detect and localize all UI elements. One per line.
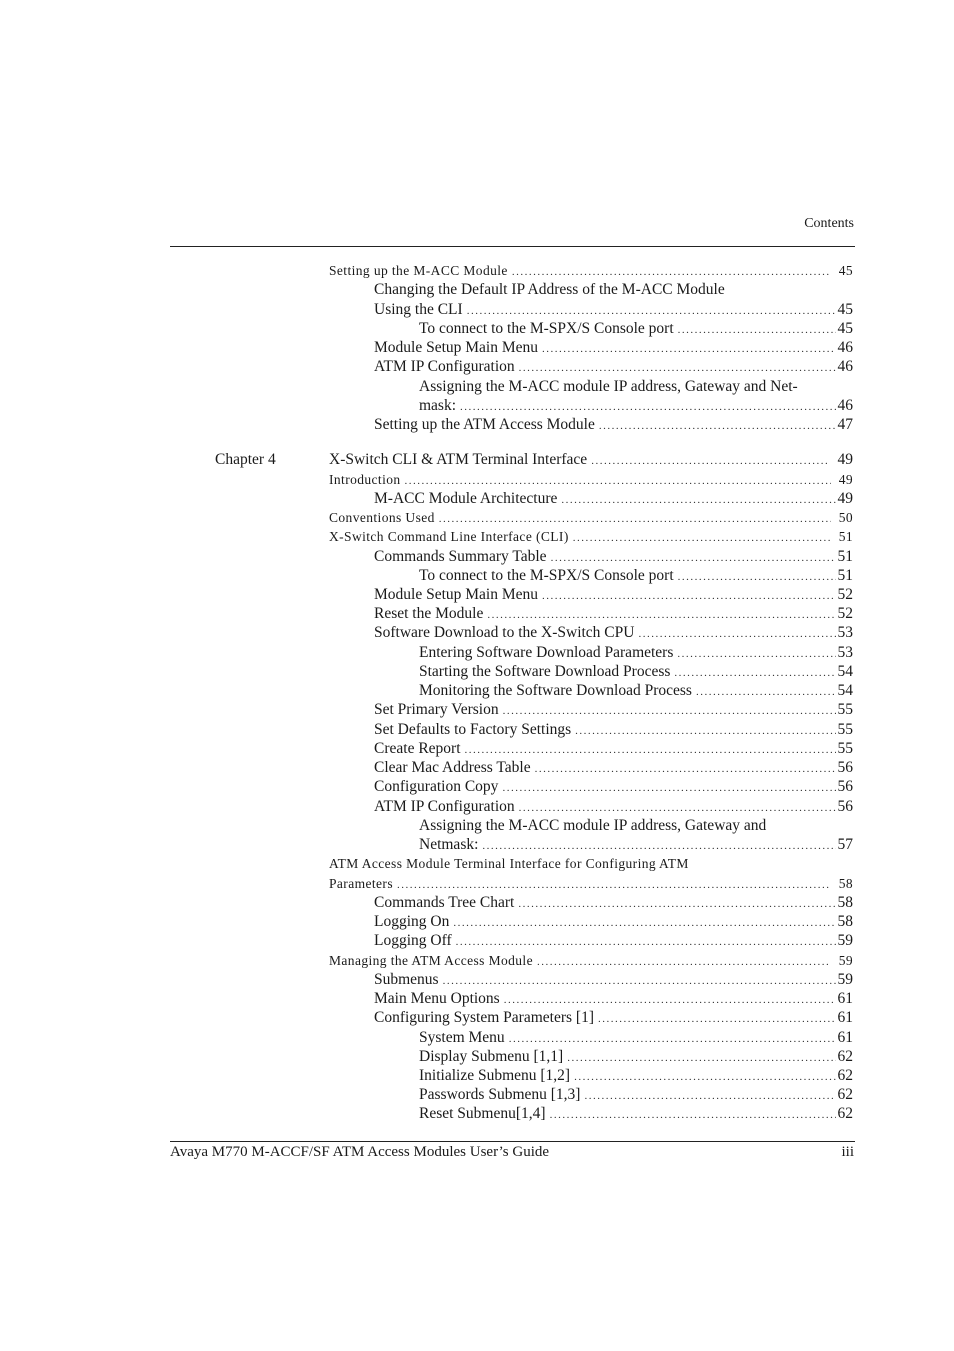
header-rule — [170, 246, 855, 247]
toc-entry-title: ATM IP Configuration — [374, 358, 515, 375]
toc-entry-page: 45 — [837, 320, 853, 337]
toc-entry[interactable] — [329, 527, 853, 546]
toc-entry-page: 54 — [837, 682, 853, 699]
page-number: iii — [841, 1144, 854, 1160]
dot-leader — [550, 1106, 836, 1125]
toc-entry-title: Set Primary Version — [374, 701, 499, 718]
toc-entry-title: Create Report — [374, 740, 461, 757]
toc-entry-title: Submenus — [374, 971, 439, 988]
dot-leader — [503, 702, 836, 721]
toc-entry[interactable] — [374, 777, 853, 796]
toc-entry-page: 58 — [837, 894, 853, 911]
toc-entry-title: Changing the Default IP Address of the M-ACC Module — [374, 281, 725, 298]
toc-entry-title: ATM Access Module Terminal Interface for Configuring ATM — [329, 856, 689, 871]
toc-entry[interactable] — [419, 566, 853, 585]
toc-entry-page: 55 — [837, 721, 853, 738]
toc-entry-title: Using the CLI — [374, 301, 463, 318]
toc-entry-title: Setting up the M-ACC Module — [329, 263, 508, 278]
toc-entry-page: 54 — [837, 663, 853, 680]
toc-entry-page: 45 — [837, 301, 853, 318]
toc-entry-page: 51 — [838, 529, 853, 544]
toc-entry-title: Main Menu Options — [374, 990, 500, 1007]
dot-leader — [598, 1010, 836, 1029]
toc-entry-title: Entering Software Download Parameters — [419, 644, 674, 661]
toc-entry-title: System Menu — [419, 1029, 505, 1046]
toc-entry[interactable] — [419, 1085, 853, 1104]
toc-entry[interactable] — [374, 970, 853, 989]
toc-entry-page: 55 — [837, 701, 853, 718]
dot-leader — [638, 625, 835, 644]
toc-entry-page: 58 — [837, 913, 853, 930]
toc-entry[interactable] — [374, 604, 853, 623]
toc-entry[interactable] — [374, 912, 853, 931]
toc-entry-title: Commands Tree Chart — [374, 894, 515, 911]
toc-entry[interactable] — [374, 700, 853, 719]
toc-entry[interactable] — [329, 854, 853, 873]
toc-entry-page: 51 — [837, 548, 853, 565]
toc-entry[interactable] — [374, 893, 853, 912]
toc-entry[interactable] — [374, 623, 853, 642]
toc-entry-page: 47 — [837, 416, 853, 433]
toc-entry-title: Commands Summary Table — [374, 548, 547, 565]
toc-entry-title: Netmask: — [419, 836, 479, 853]
toc-entry-page: 51 — [837, 567, 853, 584]
toc-entry-page: 59 — [837, 971, 853, 988]
toc-entry-page: 50 — [838, 510, 853, 525]
toc-entry-page: 56 — [837, 778, 853, 795]
toc-entry-title: Reset the Module — [374, 605, 484, 622]
toc-entry[interactable] — [419, 662, 853, 681]
toc-entry-title: Display Submenu [1,1] — [419, 1048, 564, 1065]
toc-entry[interactable] — [374, 739, 853, 758]
toc-chapter-entry[interactable] — [329, 450, 853, 469]
toc-entry[interactable] — [329, 874, 853, 893]
toc-entry[interactable] — [419, 1104, 853, 1123]
toc-entry-page: 46 — [837, 358, 853, 375]
toc-entry[interactable] — [419, 1047, 853, 1066]
toc-entry-title: mask: — [419, 397, 457, 414]
chapter-label: Chapter 4 — [215, 451, 276, 468]
toc-entry[interactable] — [419, 377, 853, 396]
toc-entry-title: Configuring System Parameters [1] — [374, 1009, 594, 1026]
running-header: Contents — [804, 216, 854, 231]
toc-entry-page: 59 — [838, 953, 853, 968]
toc-entry[interactable] — [374, 300, 853, 319]
toc-entry-page: 46 — [837, 397, 853, 414]
toc-entry-title: Module Setup Main Menu — [374, 586, 539, 603]
toc-entry[interactable] — [329, 951, 853, 970]
toc-entry-title: Assigning the M-ACC module IP address, Gateway and — [419, 817, 767, 834]
toc-entry-page: 57 — [837, 836, 853, 853]
toc-entry-title: Introduction — [329, 472, 401, 487]
toc-entry[interactable] — [329, 261, 853, 280]
toc-entry[interactable] — [374, 489, 853, 508]
toc-entry-page: 56 — [837, 798, 853, 815]
toc-entry-page: 49 — [838, 472, 853, 487]
toc-entry-title: Assigning the M-ACC module IP address, Gateway and Net- — [419, 378, 798, 395]
toc-entry-title: Passwords Submenu [1,3] — [419, 1086, 581, 1103]
toc-entry-title: Initialize Submenu [1,2] — [419, 1067, 571, 1084]
toc-entry[interactable] — [419, 835, 853, 854]
dot-leader — [573, 529, 831, 548]
toc-entry[interactable] — [374, 931, 853, 950]
toc-entry[interactable] — [419, 319, 853, 338]
toc-entry[interactable] — [419, 643, 853, 662]
toc-entry-title: M-ACC Module Architecture — [374, 490, 558, 507]
toc-entry[interactable] — [419, 681, 853, 700]
toc-entry-title: Setting up the ATM Access Module — [374, 416, 595, 433]
toc-entry[interactable] — [374, 415, 853, 434]
toc-entry[interactable] — [374, 357, 853, 376]
toc-entry-title: Clear Mac Address Table — [374, 759, 531, 776]
dot-leader — [591, 452, 829, 471]
toc-entry-page: 62 — [837, 1048, 853, 1065]
toc-entry[interactable] — [374, 989, 853, 1008]
toc-entry-page: 62 — [837, 1086, 853, 1103]
toc-entry-page: 59 — [837, 932, 853, 949]
toc-entry-title: Starting the Software Download Process — [419, 663, 671, 680]
toc-entry[interactable] — [374, 758, 853, 777]
toc-entry[interactable] — [419, 1066, 853, 1085]
toc-entry-page: 61 — [837, 1029, 853, 1046]
toc-entry-title: Monitoring the Software Download Process — [419, 682, 692, 699]
toc-entry[interactable] — [419, 816, 853, 835]
footer-rule — [170, 1141, 855, 1142]
toc-entry-title: Software Download to the X-Switch CPU — [374, 624, 635, 641]
toc-entry-page: 55 — [837, 740, 853, 757]
toc-entry[interactable] — [374, 280, 853, 299]
dot-leader — [456, 933, 836, 952]
toc-entry-title: Logging Off — [374, 932, 452, 949]
toc-entry-page: 62 — [837, 1105, 853, 1122]
toc-entry-page: 53 — [837, 624, 853, 641]
toc-entry-title: Managing the ATM Access Module — [329, 953, 533, 968]
toc-entry[interactable] — [419, 1028, 853, 1047]
toc-entry-page: 53 — [837, 644, 853, 661]
toc-entry-page: 45 — [838, 263, 853, 278]
toc-entry-page: 52 — [837, 605, 853, 622]
toc-entry-title: Module Setup Main Menu — [374, 339, 539, 356]
toc-entry-title: To connect to the M-SPX/S Console port — [419, 567, 674, 584]
toc-entry[interactable] — [374, 797, 853, 816]
toc-entry[interactable] — [374, 1008, 853, 1027]
toc-entry-title: Parameters — [329, 876, 393, 891]
toc-entry[interactable] — [374, 547, 853, 566]
toc-entry-title: Reset Submenu[1,4] — [419, 1105, 546, 1122]
toc-entry-title: Logging On — [374, 913, 450, 930]
toc-entry-page: 52 — [837, 586, 853, 603]
toc-entry-title: To connect to the M-SPX/S Console port — [419, 320, 674, 337]
toc-entry-page: 61 — [837, 990, 853, 1007]
toc-entry[interactable] — [374, 585, 853, 604]
footer-title: Avaya M770 M-ACCF/SF ATM Access Modules User’s Guide — [170, 1144, 550, 1160]
toc-entry-page: 62 — [837, 1067, 853, 1084]
toc-entry-title: Set Defaults to Factory Settings — [374, 721, 572, 738]
toc-entry-page: 58 — [838, 876, 853, 891]
toc-entry[interactable] — [419, 396, 853, 415]
toc-entry-title: X-Switch CLI & ATM Terminal Interface — [329, 451, 588, 468]
dot-leader — [599, 417, 836, 436]
toc-entry-page: 49 — [837, 490, 853, 507]
toc-entry-page: 56 — [837, 759, 853, 776]
toc-entry-page: 49 — [837, 451, 853, 468]
toc-entry[interactable] — [374, 338, 853, 357]
toc-entry-page: 61 — [837, 1009, 853, 1026]
dot-leader — [502, 779, 835, 798]
toc-entry-title: X-Switch Command Line Interface (CLI) — [329, 529, 569, 544]
toc-entry-page: 46 — [837, 339, 853, 356]
toc-entry[interactable] — [374, 720, 853, 739]
toc-entry-title: ATM IP Configuration — [374, 798, 515, 815]
toc-entry-title: Configuration Copy — [374, 778, 499, 795]
dot-leader — [519, 359, 836, 378]
toc-entry[interactable] — [329, 470, 853, 489]
toc-entry-title: Conventions Used — [329, 510, 435, 525]
toc-entry[interactable] — [329, 508, 853, 527]
